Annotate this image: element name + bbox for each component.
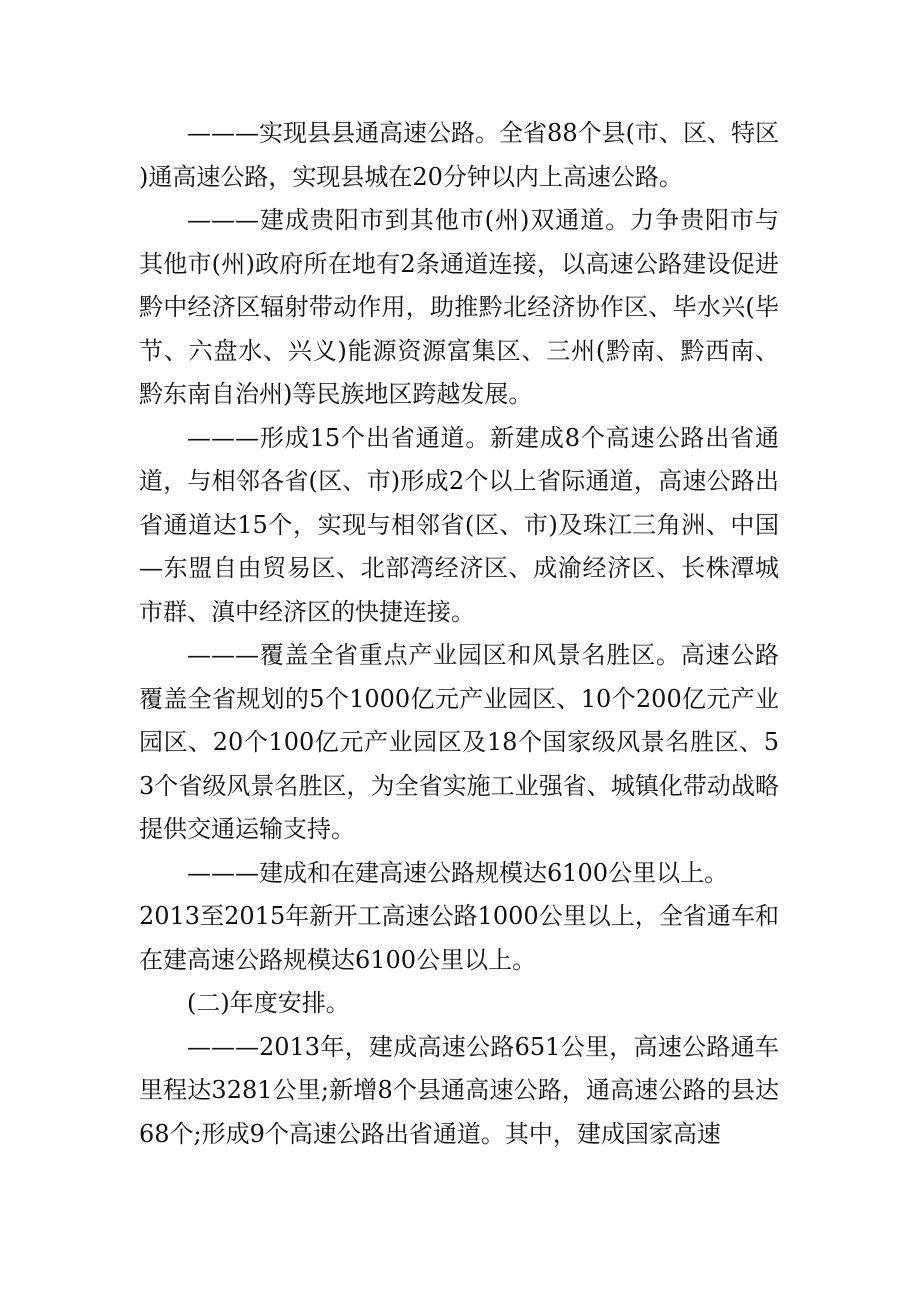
section-heading-annual-plan: (二)年度安排。 — [187, 989, 350, 1017]
document-body — [139, 112, 779, 1156]
paragraph-county-expressway: ———实现县县通高速公路。全省88个县(市、区、特区)通高速公路，实现县城在20分钟以内上高速公路。 — [139, 119, 779, 191]
paragraph-guiyang-dual-channel: ———建成贵阳市到其他市(州)双通道。力争贵阳市与其他市(州)政府所在地有2条通道连接，以高速公路建设促进黔中经济区辐射带动作用，助推黔北经济协作区、毕水兴(毕节、六盘水、兴义)能源资源富集区、三州(黔南、黔西南、黔东南自治州)等民族地区跨越发展。 — [139, 206, 779, 408]
paragraph-scale-target-continued: 2013至2015年新开工高速公路1000公里以上，全省通车和在建高速公路规模达6100公里以上。 — [139, 902, 779, 974]
paragraph-provincial-exits: ———形成15个出省通道。新建成8个高速公路出省通道，与相邻各省(区、市)形成2个以上省际通道，高速公路出省通道达15个，实现与相邻省(区、市)及珠江三角洲、中国—东盟自由贸易区、北部湾经济区、成渝经济区、长株潭城市群、滇中经济区的快捷连接。 — [139, 423, 779, 626]
paragraph-scale-target: ———建成和在建高速公路规模达6100公里以上。 — [187, 858, 729, 887]
paragraph-2013-plan: ———2013年，建成高速公路651公里，高速公路通车里程达3281公里;新增8个县通高速公路，通高速公路的县达68个;形成9个高速公路出省通道。其中，建成国家高速 — [139, 1032, 779, 1148]
paragraph-industrial-parks: ———覆盖全省重点产业园区和风景名胜区。高速公路覆盖全省规划的5个1000亿元产业园区、10个200亿元产业园区、20个100亿元产业园区及18个国家级风景名胜区、53个省级风景名胜区，为全省实施工业强省、城镇化带动战略提供交通运输支持。 — [139, 641, 779, 843]
